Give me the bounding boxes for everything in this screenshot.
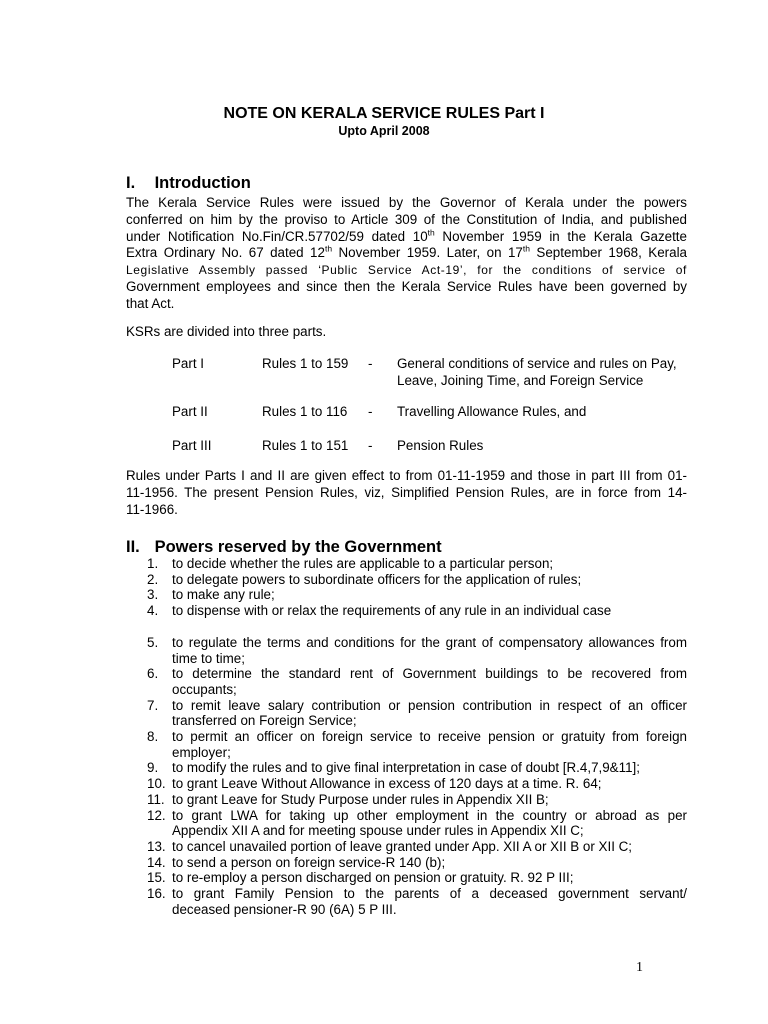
list-item-number: 6. [147,666,159,682]
list-item-line: deceased pensioner-R 90 (6A) 5 P III. [172,901,397,917]
part-name: Part II [172,404,208,419]
section-heading-powers [126,537,442,557]
list-item [126,886,687,917]
list-item [126,635,687,666]
list-item-line: to grant Leave Without Allowance in excess of 120 days at a time. R. 64; [172,776,602,792]
list-item-number: 12. [147,807,166,823]
section-heading-introduction [126,173,251,193]
list-item-line: to grant Family Pension to the parents of a deceased government servant/ [172,886,687,902]
list-item-line: employer; [172,744,231,760]
list-item [126,839,687,855]
list-item [126,698,687,729]
part-dash: - [368,438,373,453]
list-item-line: occupants; [172,681,237,697]
part-name: Part I [172,356,204,371]
superscript: th [324,243,333,254]
list-item [126,808,687,839]
document-subtitle: Upto April 2008 [338,124,430,138]
list-item-text [172,792,687,808]
part-dash: - [368,356,373,371]
list-item-number: 11. [147,791,165,807]
list-item-text [172,870,687,886]
list-item [126,776,687,792]
text-run: September 1968, Kerala [529,245,688,261]
list-item-line: to make any rule; [172,587,275,603]
list-item-line: to re-employ a person discharged on pension or gratuity. R. 92 P III; [172,870,574,886]
list-item [126,572,687,588]
paragraph-line: Rules under Parts I and II are given effect to from 01-11-1959 and those in part III from 01- [126,468,687,483]
list-item-line: to dispense with or relax the requirements of any rule in an individual case [172,603,612,619]
list-item [126,870,687,886]
section-number: I. [126,174,136,192]
list-item-text [172,603,687,619]
paragraph-line: conferred on him by the proviso to Article 309 of the Constitution of India, and published [126,211,687,227]
part-description: General conditions of service and rules on Pay, Leave, Joining Time, and Foreign Service [397,356,677,388]
part-rules: Rules 1 to 151 [262,438,349,453]
list-item-line: to send a person on foreign service-R 140 (b); [172,854,446,870]
list-item-number: 15. [147,870,166,886]
list-item-text [172,666,687,697]
rules-effect-paragraph [126,468,687,518]
superscript: th [427,227,435,238]
list-item-text [172,698,687,729]
part-rules: Rules 1 to 116 [262,404,348,419]
list-item-number: 16. [147,886,166,902]
list-item-text [172,760,687,776]
document-title: NOTE ON KERALA SERVICE RULES Part I [223,105,545,122]
list-item-text [172,572,687,588]
part-name: Part III [172,438,212,453]
list-item [126,666,687,697]
paragraph-line: that Act. [126,295,175,311]
paragraph-line [126,245,687,262]
list-item [126,792,687,808]
section-title: Powers reserved by the Government [154,538,442,556]
list-item [126,855,687,871]
list-item-line: time to time; [172,650,245,666]
list-item [126,587,687,603]
list-item-line: to modify the rules and to give final interpretation in case of doubt [R.4,7,9&11]; [172,760,640,776]
list-item-line: to grant LWA for taking up other employment in the country or abroad as per [172,807,687,823]
list-item-number: 8. [147,729,159,745]
list-item-number: 9. [147,760,159,776]
list-item-line: transferred on Foreign Service; [172,713,357,729]
part-rules: Rules 1 to 159 [262,356,349,371]
list-item-text [172,855,687,871]
list-item-text [172,886,687,917]
list-item-text [172,729,687,760]
list-item-number: 2. [147,571,159,587]
text-run: November 1959. Later, on 17 [332,245,523,261]
list-item [126,603,687,619]
list-item-text [172,587,687,603]
page-number: 1 [636,960,643,975]
list-item-number: 10. [147,776,166,792]
part-description: Travelling Allowance Rules, and [397,404,587,419]
list-item-line: to permit an officer on foreign service to receive pension or gratuity from foreign [172,729,687,745]
list-item-number: 4. [147,603,159,619]
list-item-line: to delegate powers to subordinate officers for the application of rules; [172,571,582,587]
list-item-line: to regulate the terms and conditions for the grant of compensatory allowances from [172,634,687,650]
powers-list [126,556,687,917]
list-item-line: to decide whether the rules are applicable to a particular person; [172,556,554,571]
list-item-line: to cancel unavailed portion of leave granted under App. XII A or XII B or XII C; [172,838,633,854]
part-description: Pension Rules [397,438,484,453]
ksr-parts-sentence: KSRs are divided into three parts. [126,324,327,339]
list-item-line: to remit leave salary contribution or pension contribution in respect of an officer [172,697,687,713]
superscript: th [522,243,530,254]
section-title: Introduction [154,174,251,192]
list-item-number: 1. [147,556,159,571]
list-item-number: 5. [147,634,159,650]
list-item [126,729,687,760]
list-item [126,760,687,776]
list-item-text [172,808,687,839]
paragraph-line: 11-1966. [126,501,178,517]
paragraph-line: Government employees and since then the Kerala Service Rules have been governed by [126,278,687,294]
section-number: II. [126,538,140,556]
list-item-line: Appendix XII A and for meeting spouse under rules in Appendix XII C; [172,823,584,839]
list-item-number: 13. [147,838,166,854]
paragraph-line [126,229,687,246]
list-item-number: 14. [147,854,166,870]
paragraph-line: Legislative Assembly passed ‘Public Service Act-19’, for the conditions of service of [126,263,687,278]
list-item-number: 3. [147,587,159,603]
text-run: Extra Ordinary No. 67 dated 12 [126,245,325,261]
list-item-line: to grant Leave for Study Purpose under rules in Appendix XII B; [172,791,549,807]
list-item-text [172,839,687,855]
part-dash: - [368,404,373,419]
text-run: under Notification No.Fin/CR.57702/59 dated 10 [126,228,428,244]
list-item-line: to determine the standard rent of Government buildings to be recovered from [172,666,687,682]
introduction-paragraph [126,195,687,313]
list-item-number: 7. [147,697,159,713]
list-item [126,556,687,572]
paragraph-line: The Kerala Service Rules were issued by the Governor of Kerala under the powers [126,195,687,210]
list-item-text [172,635,687,666]
text-run: November 1959 in the Kerala Gazette [434,228,687,244]
list-item-text [172,556,687,572]
list-item-text [172,776,687,792]
paragraph-line: 11-1956. The present Pension Rules, viz, Simplified Pension Rules, are in force from 14- [126,484,687,500]
